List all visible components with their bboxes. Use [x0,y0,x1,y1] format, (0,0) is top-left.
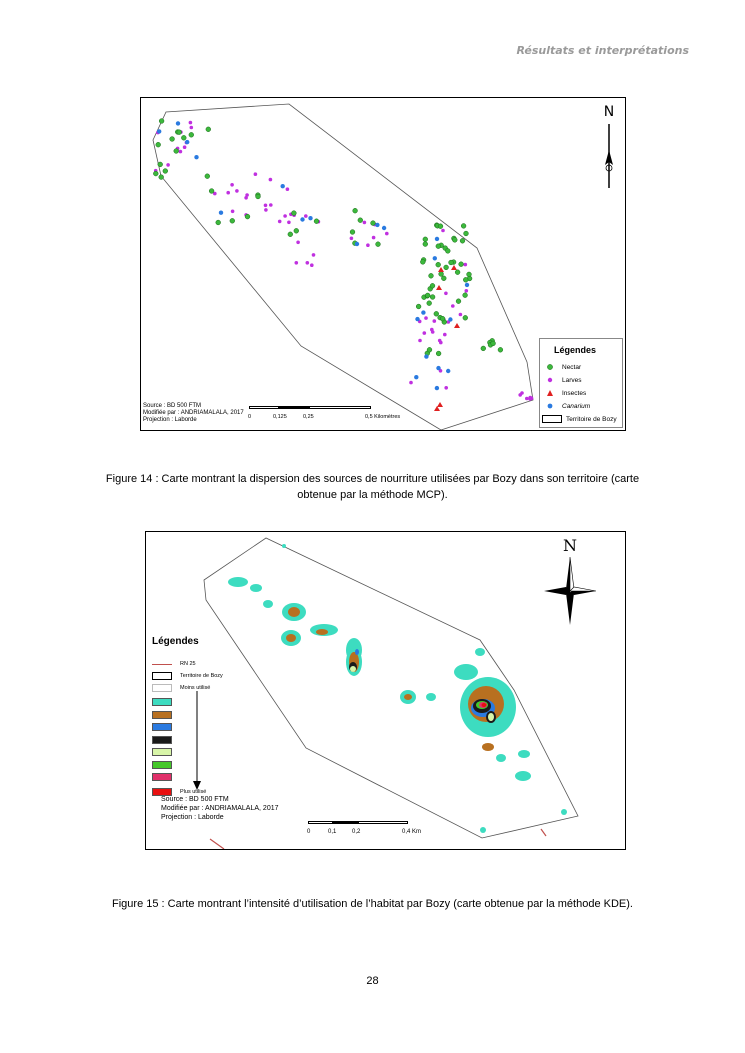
food-point [433,256,437,260]
food-point [314,219,319,224]
projection-line: Projection : Laborde [161,814,224,821]
food-point [423,237,428,242]
food-point [518,393,522,397]
arrow-down-icon [192,691,202,791]
food-point [528,396,532,400]
food-point [443,333,447,337]
food-point [363,221,367,225]
food-point [440,316,445,321]
hotspot [488,713,494,721]
food-point [435,386,439,390]
food-point [254,172,258,176]
food-point [463,293,468,298]
food-point [465,289,469,293]
food-point [264,204,268,208]
legend-label: Larves [562,376,582,384]
hotspot [496,754,506,762]
road-rn25 [541,829,546,836]
food-point [481,346,486,351]
scale-tick: 0,4 Km [402,829,422,835]
intensity-swatch [152,736,172,744]
legend-title: Légendes [554,345,597,355]
territory-box-icon [152,672,172,680]
food-point [434,311,439,316]
scale-tick: 0,125 [273,414,287,420]
food-point [205,174,210,179]
food-point [194,155,198,159]
figure-15-caption: Figure 15 : Carte montrant l’intensité d’utilisation de l’habitat par Bozy (carte obtenue par la méthode KDE). [112,898,633,910]
food-point [429,273,434,278]
insect-point [454,323,460,328]
blue-dot-icon [546,402,554,410]
legend-item-canarium [546,402,590,410]
food-point [498,347,503,352]
scale-tick: 0 [307,829,311,835]
north-label: N [563,536,577,555]
projection-line: Projection : Laborde [143,417,197,423]
hotspot [482,703,487,707]
hotspot [228,577,248,587]
scale-tick: 0,5 Kilomètres [365,414,401,420]
hotspot [518,750,530,758]
hotspot [316,629,328,635]
food-point [269,203,273,207]
hotspot [404,694,412,700]
scale-tick: 0,2 [352,829,361,835]
food-point [465,283,469,287]
food-point [355,242,359,246]
empty-swatch-icon [152,684,172,692]
hotspot [454,664,478,680]
running-title: Résultats et interprétations [516,44,689,57]
north-arrow-icon [603,120,615,190]
food-point [181,135,186,140]
intensity-swatch [152,698,172,706]
source-line: Source : BD 500 FTM [161,796,229,803]
food-point [256,194,261,199]
food-point [463,277,468,282]
food-point [278,220,282,224]
food-point [235,189,239,193]
food-point [414,375,418,379]
intensity-swatch [152,748,172,756]
legend-item-nectar [546,363,581,371]
hotspot [286,634,296,642]
scale-bar [248,406,401,426]
food-point [436,366,440,370]
food-point [421,310,425,314]
food-point [230,183,234,187]
food-point [245,193,249,197]
food-point [206,127,211,132]
legend-label: RN 25 [180,661,196,667]
road-line-icon [152,664,172,665]
scale-bar [308,821,438,841]
food-point [459,313,463,317]
food-point [159,119,164,124]
food-point [436,262,441,267]
food-point [427,347,432,352]
food-point [456,299,461,304]
food-point [444,265,449,270]
food-point [159,175,164,180]
intensity-swatch [152,761,172,769]
insect-point [438,267,444,272]
food-point [461,224,466,229]
territory-box-icon [542,415,562,423]
food-point [219,211,223,215]
food-point [174,149,179,154]
food-point [288,232,293,237]
food-point [423,242,428,247]
intensity-swatch [152,711,172,719]
food-point [163,169,168,174]
food-point [176,121,180,125]
scale-tick: 0 [248,414,252,420]
food-point [286,187,290,191]
food-point [424,316,428,320]
food-point [460,238,465,243]
food-point [300,217,304,221]
food-point [430,283,435,288]
hotspot [482,743,494,751]
food-point [245,214,250,219]
food-point [304,214,308,218]
food-point [439,272,444,277]
scale-tick: 0,1 [328,829,337,835]
food-point [308,216,312,220]
legend-label: Moins utilisé [180,685,211,691]
food-point [438,224,443,229]
food-point [448,317,452,321]
hotspot [263,600,273,608]
food-point [157,129,161,133]
food-point [415,317,419,321]
hotspot [288,607,300,617]
page-number: 28 [366,975,379,987]
insect-point [451,265,457,270]
figure-15-map [145,531,626,850]
territory-polygon [153,104,533,430]
food-point [209,189,214,194]
food-point [385,232,389,236]
food-point [430,328,434,332]
food-point [491,341,496,346]
food-point [294,228,299,233]
legend-label: Canarium [562,402,591,410]
food-point [292,211,297,216]
food-point [452,238,457,243]
modified-line: Modifiée par : ANDRIAMALALA, 2017 [161,805,279,812]
source-line: Source : BD 500 FTM [143,403,202,409]
food-point [306,261,310,265]
food-point [350,237,354,241]
source-info [143,403,244,424]
food-point [455,270,460,275]
legend-label: Insectes [562,389,587,397]
food-point [189,132,194,137]
food-point [416,304,421,309]
food-point [525,397,529,401]
food-point [230,218,235,223]
food-point [264,208,268,212]
food-point [444,386,448,390]
hotspot [475,648,485,656]
food-point [463,315,468,320]
legend-label: Territoire de Bozy [566,415,617,423]
legend-label: Plus utilisé [180,789,207,795]
food-point [189,121,193,125]
legend-item-rn25 [152,661,196,667]
insect-point [437,402,443,407]
food-point [445,249,450,254]
green-dot-icon [546,363,554,371]
food-point [423,331,427,335]
hotspot [480,827,486,833]
food-point [435,237,439,241]
red-triangle-icon [546,389,554,397]
food-source-points [153,119,533,411]
compass-rose-icon [544,555,596,625]
food-point [177,130,182,135]
source-info [161,795,279,822]
food-point [296,241,300,245]
north-arrow [603,104,615,194]
hotspot [515,771,531,781]
food-point [153,171,158,176]
food-point [409,381,413,385]
food-point [382,226,386,230]
legend-item-larves [546,376,582,384]
food-point [312,253,316,257]
food-point [358,218,363,223]
food-point [464,231,469,236]
food-point [444,292,448,296]
food-point [287,221,291,225]
food-point [170,137,175,142]
food-point [446,369,450,373]
legend-title: Légendes [152,636,199,647]
scale-tick: 0,25 [303,414,314,420]
food-point [464,263,468,267]
legend-label: Nectar [562,363,582,371]
map-legend [152,636,262,796]
food-point [310,263,314,267]
legend-item-territoire [542,415,617,423]
purple-dot-icon [546,376,554,384]
food-point [449,260,454,265]
food-point [295,261,299,265]
insect-point [436,285,442,290]
hotspot [282,544,286,548]
food-point [231,210,235,214]
food-point [350,230,355,235]
food-point [441,276,446,281]
food-point [269,178,273,182]
hotspot [350,666,356,672]
food-point [166,163,170,167]
compass-rose [544,536,596,629]
food-point [353,208,358,213]
hotspot [426,693,436,701]
food-point [418,339,422,343]
food-point [185,140,189,144]
food-point [283,214,287,218]
road-rn25 [210,839,224,849]
food-point [216,220,221,225]
figure-14-map [140,97,626,431]
food-point [281,184,285,188]
modified-line: Modifiée par : ANDRIAMALALA, 2017 [143,410,244,416]
food-point [467,272,472,277]
hotspot [250,584,262,592]
intensity-swatch [152,773,172,781]
food-point [425,293,430,298]
food-point [459,262,464,267]
food-point [372,236,376,240]
food-point [424,354,428,358]
hotspot [355,649,359,655]
legend-item-insectes [546,389,586,397]
figure-14-caption: Figure 14 : Carte montrant la dispersion des sources de nourriture utilisées par Bozy dans son territoire (carte obtenue par la méthode MCP). [105,473,640,501]
food-point [190,126,194,130]
food-point [156,142,161,147]
food-point [451,304,455,308]
legend-item-territoire [152,672,223,680]
food-point [226,191,230,195]
food-point [441,229,445,233]
hotspot [561,809,567,815]
food-point [183,145,187,149]
north-label: N [603,104,615,120]
food-point [427,301,432,306]
food-point [179,150,183,154]
food-point [371,221,376,226]
food-point [439,341,443,345]
food-point [366,243,370,247]
food-point [420,260,425,265]
food-point [436,244,441,249]
food-point [433,319,437,323]
map-legend [539,338,623,428]
food-point [375,223,379,227]
food-point [376,242,381,247]
food-point [158,162,163,167]
food-point [430,295,435,300]
intensity-swatch [152,723,172,731]
legend-label: Territoire de Bozy [180,673,223,679]
kde-hotspots [228,544,567,833]
food-point [436,351,441,356]
